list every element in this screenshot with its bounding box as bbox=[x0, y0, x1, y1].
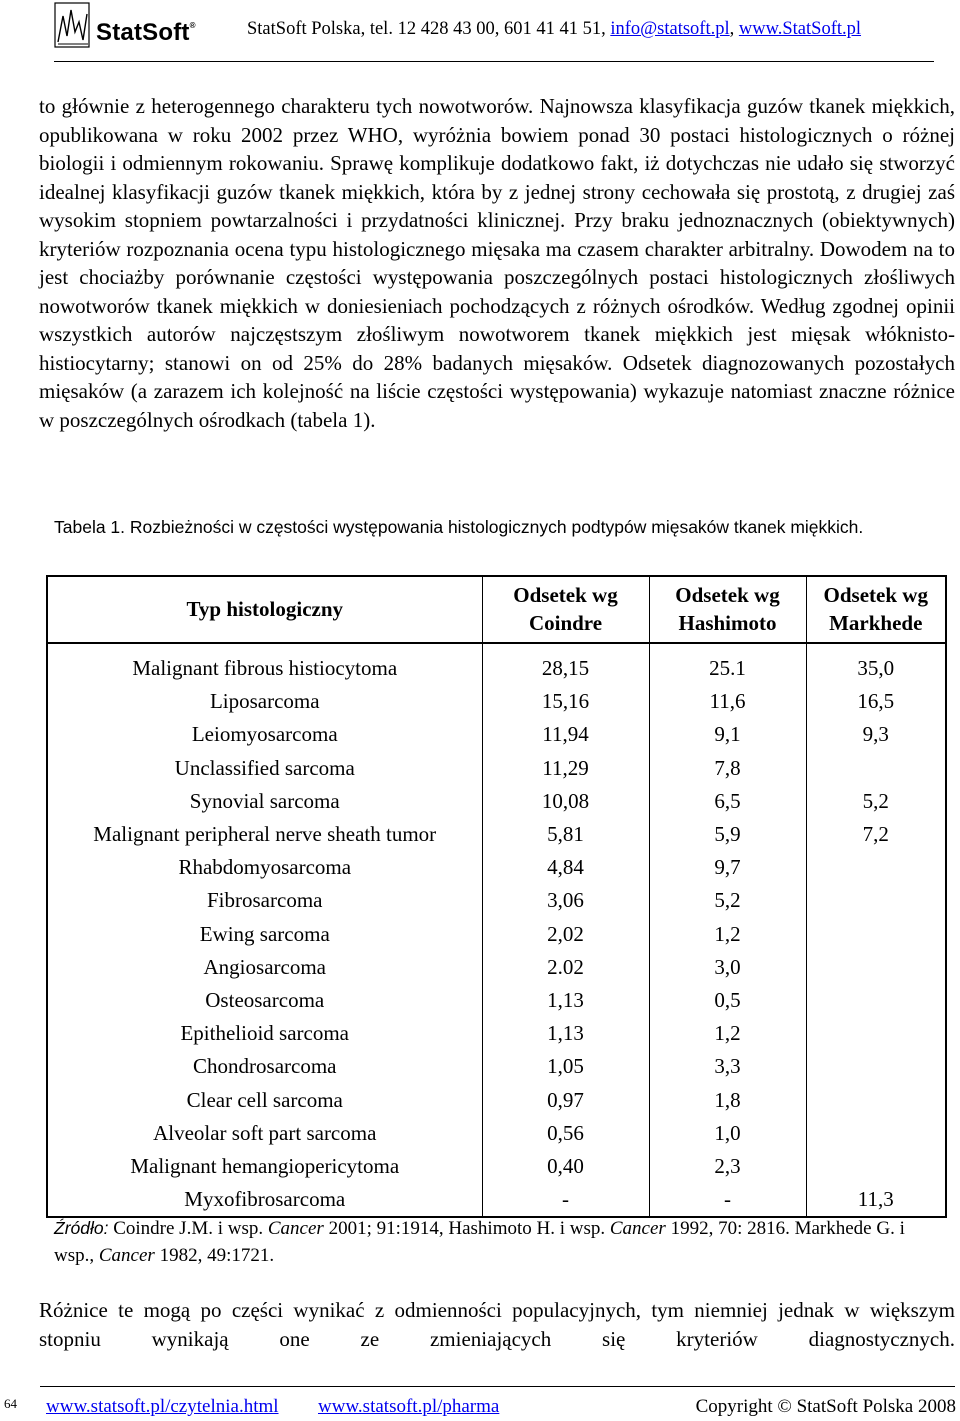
table-row bbox=[47, 1050, 946, 1083]
cell-markhede bbox=[806, 1050, 946, 1083]
paragraph-1: to głównie z heterogennego charakteru tych nowotworów. Najnowsza klasyfikacja guzów tkanek miękkich, opublikowana w roku 2002 przez WHO, wyróżnia bowiem ponad 30 postaci histologicznych o różnej biologii i odmiennym rokowaniu. Sprawę komplikuje dodatkowo fakt, iż dotychczas nie udało się stworzyć idealnej klasyfikacji guzów tkanek miękkich, która by z jednej strony cechowała się prostotą, z drugiej zaś wysokim stopniem powtarzalności i przydatności klinicznej. Przy braku jednoznacznych (obiektywnych) kryteriów rozpoznania ocena typu histologicznego mięsaka ma czasem charakter arbitralny. Dowodem na to jest chociażby porównanie częstości występowania poszczególnych postaci histologicznych złośliwych nowotworów tkanek miękkich w doniesieniach pochodzących z różnych ośrodków. Według zgodnej opinii wszystkich autorów najczęstszym złośliwym nowotworem tkanek miękkich jest mięsak włóknisto-histiocytarny; stanowi on od 25% do 28% badanych mięsaków. Odsetek diagnozowanych pozostałych mięsaków (a zarazem ich kolejność na liście częstości występowania) wykazuje natomiast znaczne różnice w poszczególnych ośrodkach (tabela 1). bbox=[39, 94, 955, 433]
header-markhede: Odsetek wg Markhede bbox=[806, 576, 946, 643]
table-caption: Tabela 1. Rozbieżności w częstości występowania histologicznych podtypów mięsaków tkanek miękkich. bbox=[54, 517, 864, 537]
body-text-top bbox=[39, 92, 955, 435]
cell-coindre: 1,05 bbox=[482, 1050, 649, 1083]
cell-coindre: 1,13 bbox=[482, 1017, 649, 1050]
table-row bbox=[47, 984, 946, 1017]
cell-type: Malignant fibrous histiocytoma bbox=[47, 643, 482, 685]
cell-markhede bbox=[806, 984, 946, 1017]
table-header-row bbox=[47, 576, 946, 643]
body-text-bottom bbox=[39, 1296, 955, 1353]
header-coindre: Odsetek wg Coindre bbox=[482, 576, 649, 643]
table-row bbox=[47, 785, 946, 818]
pharma-link[interactable]: www.statsoft.pl/pharma bbox=[318, 1396, 500, 1417]
table-row bbox=[47, 884, 946, 917]
statsoft-chart-icon bbox=[54, 2, 94, 50]
cell-type: Liposarcoma bbox=[47, 685, 482, 718]
footer-divider bbox=[40, 1386, 955, 1387]
email-link[interactable]: info@statsoft.pl bbox=[610, 19, 730, 39]
cell-markhede: 7,2 bbox=[806, 818, 946, 851]
page-header bbox=[54, 0, 934, 64]
cell-coindre: 2,02 bbox=[482, 918, 649, 951]
cell-hashimoto: 25.1 bbox=[649, 643, 806, 685]
table-row bbox=[47, 1017, 946, 1050]
table-row bbox=[47, 951, 946, 984]
header-hashimoto: Odsetek wg Hashimoto bbox=[649, 576, 806, 643]
cell-type: Leiomyosarcoma bbox=[47, 718, 482, 751]
cell-markhede bbox=[806, 1017, 946, 1050]
cell-coindre: 2.02 bbox=[482, 951, 649, 984]
cell-markhede bbox=[806, 752, 946, 785]
cell-hashimoto: - bbox=[649, 1183, 806, 1217]
cell-coindre: 1,13 bbox=[482, 984, 649, 1017]
cell-hashimoto: 3,3 bbox=[649, 1050, 806, 1083]
cell-markhede bbox=[806, 884, 946, 917]
cell-markhede bbox=[806, 951, 946, 984]
table-row bbox=[47, 1117, 946, 1150]
statsoft-logo bbox=[54, 2, 230, 50]
cell-hashimoto: 2,3 bbox=[649, 1150, 806, 1183]
cell-type: Myxofibrosarcoma bbox=[47, 1183, 482, 1217]
cell-coindre: 5,81 bbox=[482, 818, 649, 851]
header-type: Typ histologiczny bbox=[47, 576, 482, 643]
table-row bbox=[47, 851, 946, 884]
table-row bbox=[47, 643, 946, 685]
table-row bbox=[47, 818, 946, 851]
website-link[interactable]: www.StatSoft.pl bbox=[738, 19, 862, 39]
cell-hashimoto: 1,0 bbox=[649, 1117, 806, 1150]
cell-markhede: 35,0 bbox=[806, 643, 946, 685]
contact-prefix: StatSoft Polska, tel. 12 428 43 00, 601 41 41 51, bbox=[247, 19, 611, 39]
table-row bbox=[47, 718, 946, 751]
cell-coindre: 0,40 bbox=[482, 1150, 649, 1183]
header-divider bbox=[54, 61, 934, 62]
cell-coindre: 0,97 bbox=[482, 1083, 649, 1116]
cell-hashimoto: 7,8 bbox=[649, 752, 806, 785]
cell-coindre: 10,08 bbox=[482, 785, 649, 818]
contact-line: StatSoft Polska, tel. 12 428 43 00, 601 41 41 51, info@statsoft.pl, www.StatSoft.pl bbox=[247, 19, 862, 39]
page-number: 64 bbox=[4, 1396, 17, 1411]
cell-type: Angiosarcoma bbox=[47, 951, 482, 984]
cell-markhede bbox=[806, 1150, 946, 1183]
cell-type: Ewing sarcoma bbox=[47, 918, 482, 951]
cell-hashimoto: 6,5 bbox=[649, 785, 806, 818]
cell-hashimoto: 1,2 bbox=[649, 1017, 806, 1050]
table-row bbox=[47, 685, 946, 718]
cell-hashimoto: 9,7 bbox=[649, 851, 806, 884]
cell-coindre: 28,15 bbox=[482, 643, 649, 685]
cell-markhede: 9,3 bbox=[806, 718, 946, 751]
table-row bbox=[47, 1083, 946, 1116]
cell-type: Synovial sarcoma bbox=[47, 785, 482, 818]
table-source: Źródło: Coindre J.M. i wsp. Cancer 2001; 91:1914, Hashimoto H. i wsp. Cancer 1992, 70: 2816. Markhede G. i wsp., Cancer 1982, 49:1721. bbox=[54, 1218, 905, 1266]
cell-hashimoto: 3,0 bbox=[649, 951, 806, 984]
cell-coindre: 15,16 bbox=[482, 685, 649, 718]
cell-markhede: 11,3 bbox=[806, 1183, 946, 1217]
cell-coindre: - bbox=[482, 1183, 649, 1217]
czytelnia-link[interactable]: www.statsoft.pl/czytelnia.html bbox=[46, 1396, 279, 1417]
cell-markhede bbox=[806, 1083, 946, 1116]
table-body bbox=[47, 643, 946, 1217]
cell-type: Alveolar soft part sarcoma bbox=[47, 1117, 482, 1150]
cell-hashimoto: 5,2 bbox=[649, 884, 806, 917]
cell-type: Rhabdomyosarcoma bbox=[47, 851, 482, 884]
cell-markhede bbox=[806, 1117, 946, 1150]
cell-coindre: 3,06 bbox=[482, 884, 649, 917]
copyright-text: Copyright © StatSoft Polska 2008 bbox=[695, 1396, 956, 1417]
cell-type: Chondrosarcoma bbox=[47, 1050, 482, 1083]
logo-text: StatSoft® bbox=[96, 19, 196, 46]
cell-type: Epithelioid sarcoma bbox=[47, 1017, 482, 1050]
cell-hashimoto: 1,2 bbox=[649, 918, 806, 951]
cell-coindre: 11,29 bbox=[482, 752, 649, 785]
cell-coindre: 4,84 bbox=[482, 851, 649, 884]
cell-markhede bbox=[806, 851, 946, 884]
cell-hashimoto: 9,1 bbox=[649, 718, 806, 751]
source-label: Źródło: bbox=[54, 1218, 109, 1238]
table-row bbox=[47, 918, 946, 951]
cell-type: Malignant hemangiopericytoma bbox=[47, 1150, 482, 1183]
table-row bbox=[47, 1183, 946, 1217]
cell-hashimoto: 0,5 bbox=[649, 984, 806, 1017]
cell-type: Malignant peripheral nerve sheath tumor bbox=[47, 818, 482, 851]
cell-type: Osteosarcoma bbox=[47, 984, 482, 1017]
cell-coindre: 11,94 bbox=[482, 718, 649, 751]
table-row bbox=[47, 752, 946, 785]
cell-coindre: 0,56 bbox=[482, 1117, 649, 1150]
cell-markhede: 5,2 bbox=[806, 785, 946, 818]
cell-type: Fibrosarcoma bbox=[47, 884, 482, 917]
sarcoma-frequency-table bbox=[46, 575, 947, 1218]
cell-markhede bbox=[806, 918, 946, 951]
paragraph-2: Różnice te mogą po części wynikać z odmienności populacyjnych, tym niemniej jednak w większym stopniu wynikają one ze zmieniających się kryteriów diagnostycznych. bbox=[39, 1298, 955, 1351]
cell-hashimoto: 11,6 bbox=[649, 685, 806, 718]
cell-type: Unclassified sarcoma bbox=[47, 752, 482, 785]
cell-type: Clear cell sarcoma bbox=[47, 1083, 482, 1116]
cell-hashimoto: 5,9 bbox=[649, 818, 806, 851]
table-row bbox=[47, 1150, 946, 1183]
cell-markhede: 16,5 bbox=[806, 685, 946, 718]
cell-hashimoto: 1,8 bbox=[649, 1083, 806, 1116]
